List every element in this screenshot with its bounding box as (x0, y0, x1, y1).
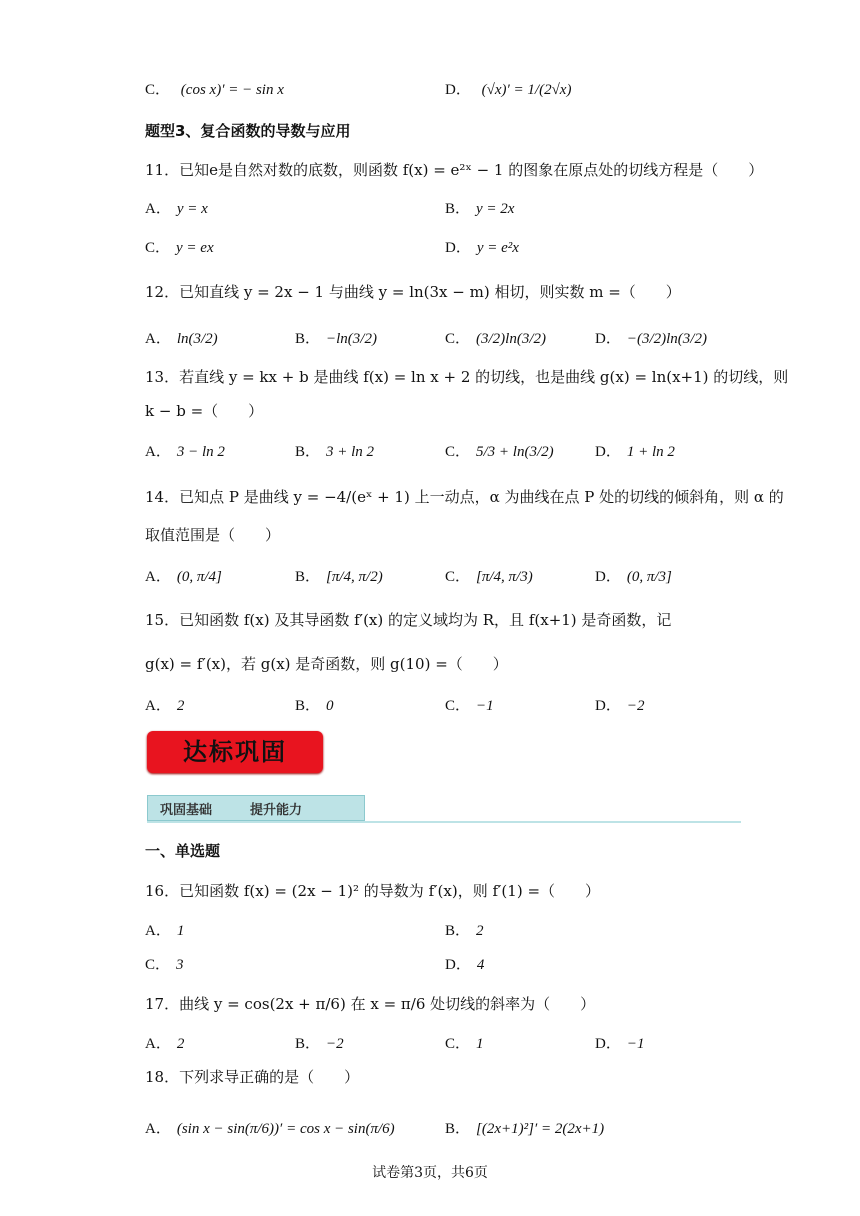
q17-option-c[interactable] (445, 1032, 484, 1053)
question-13-stem: 13．若直线 y = kx + b 是曲线 f(x) = ln x + 2 的切线，也是曲线 g(x) = ln(x+1) 的切线，则 (145, 368, 789, 386)
option-text: −(3/2)ln(3/2) (626, 331, 707, 347)
option-label: B． (295, 569, 321, 585)
q12-option-c[interactable] (445, 327, 546, 348)
level-tabbar (147, 795, 365, 821)
option-label: C． (445, 698, 471, 714)
option-text: [(2x+1)²]′ = 2(2x+1) (476, 1121, 605, 1137)
banner-title: 达标巩固 (183, 738, 287, 766)
option-text: 5/3 + ln(3/2) (476, 444, 554, 460)
option-text: (sin x − sin(π/6))′ = cos x − sin(π/6) (176, 1121, 395, 1137)
option-text: (3/2)ln(3/2) (476, 331, 546, 347)
q14-option-a[interactable] (145, 565, 222, 586)
q11-option-d[interactable] (445, 236, 519, 257)
q13-option-a[interactable] (145, 440, 225, 461)
option-text: 1 (476, 1036, 484, 1052)
question-16-stem: 16．已知函数 f(x) = (2x − 1)² 的导数为 f′(x)，则 f′(1) =（ ） (145, 882, 601, 900)
q15-option-c[interactable] (445, 694, 494, 715)
option-label: C． (445, 569, 471, 585)
q15-option-b[interactable] (295, 694, 334, 715)
option-label: D． (595, 1036, 621, 1052)
q11-option-c[interactable] (145, 236, 214, 257)
option-text: (cos x)′ = − sin x (180, 82, 284, 98)
q16-option-a[interactable] (145, 919, 184, 940)
option-label: C． (445, 331, 471, 347)
option-text: y = x (176, 201, 208, 217)
tab-advanced[interactable]: 提升能力 (250, 803, 303, 818)
option-label: B． (445, 1121, 471, 1137)
option-label: B． (445, 201, 471, 217)
option-text: [π/4, π/2) (326, 569, 383, 585)
option-label: D． (595, 698, 621, 714)
section-title: 题型3、复合函数的导数与应用 (145, 122, 351, 140)
option-label: B． (295, 698, 321, 714)
q11-option-a[interactable] (145, 197, 208, 218)
option-text: 4 (476, 957, 485, 973)
q13-option-c[interactable] (445, 440, 554, 461)
question-11-stem: 11．已知e是自然对数的底数，则函数 f(x) = e²ˣ − 1 的图象在原点处的切线方程是（ ） (145, 161, 764, 179)
option-text: [π/4, π/3) (476, 569, 533, 585)
option-text: 3 (176, 957, 184, 973)
q16-option-d[interactable] (445, 953, 484, 974)
q17-option-b[interactable] (295, 1032, 344, 1053)
option-label: A． (145, 923, 171, 939)
q17-option-a[interactable] (145, 1032, 184, 1053)
q14-option-c[interactable] (445, 565, 533, 586)
option-label: D． (445, 82, 471, 98)
option-text: 0 (326, 698, 334, 714)
question-14-stem: 14．已知点 P 是曲线 y = −4/(eˣ + 1) 上一动点，α 为曲线在点 P 处的切线的倾斜角，则 α 的 (145, 488, 784, 506)
option-label: D． (595, 444, 621, 460)
option-text: −2 (326, 1036, 344, 1052)
q12-option-a[interactable] (145, 327, 218, 348)
q12-option-b[interactable] (295, 327, 377, 348)
option-label: B． (295, 1036, 321, 1052)
option-text: 2 (176, 698, 185, 714)
option-text: y = 2x (476, 201, 515, 217)
question-14-stem-cont: 取值范围是（ ） (145, 526, 281, 544)
q18-option-a[interactable] (145, 1117, 395, 1138)
tab-basic[interactable]: 巩固基础 (160, 803, 213, 818)
option-label: C． (445, 444, 471, 460)
q12-option-d[interactable] (595, 327, 707, 348)
q15-option-a[interactable] (145, 694, 184, 715)
option-d (445, 78, 571, 99)
consolidation-banner (147, 731, 323, 773)
question-15-stem-cont: g(x) = f′(x)，若 g(x) 是奇函数，则 g(10) =（ ） (145, 655, 508, 673)
option-label: A． (145, 331, 171, 347)
option-text: 2 (476, 923, 484, 939)
q13-option-b[interactable] (295, 440, 374, 461)
option-label: A． (145, 698, 171, 714)
option-label: C． (145, 240, 171, 256)
q11-option-b[interactable] (445, 197, 514, 218)
option-text: −2 (626, 698, 645, 714)
option-text: 2 (176, 1036, 185, 1052)
question-17-stem: 17．曲线 y = cos(2x + π/6) 在 x = π/6 处切线的斜率为（ ） (145, 995, 596, 1013)
option-text: 1 (176, 923, 185, 939)
option-text: 3 − ln 2 (176, 444, 225, 460)
option-label: D． (595, 331, 621, 347)
option-text: y = ex (176, 240, 214, 256)
divider (147, 821, 741, 823)
q16-option-b[interactable] (445, 919, 484, 940)
option-c (145, 78, 284, 99)
option-text: 3 + ln 2 (326, 444, 375, 460)
q15-option-d[interactable] (595, 694, 644, 715)
q17-option-d[interactable] (595, 1032, 644, 1053)
option-label: A． (145, 1036, 171, 1052)
section-single-choice: 一、单选题 (145, 842, 221, 860)
q14-option-d[interactable] (595, 565, 672, 586)
question-18-stem: 18．下列求导正确的是（ ） (145, 1068, 360, 1086)
option-label: A． (145, 1121, 171, 1137)
q14-option-b[interactable] (295, 565, 383, 586)
question-12-stem: 12．已知直线 y = 2x − 1 与曲线 y = ln(3x − m) 相切，则实数 m =（ ） (145, 283, 681, 301)
option-label: C． (145, 957, 171, 973)
option-label: B． (445, 923, 471, 939)
q16-option-c[interactable] (145, 953, 184, 974)
question-15-stem: 15．已知函数 f(x) 及其导函数 f′(x) 的定义域均为 R，且 f(x+1) 是奇函数，记 (145, 611, 672, 629)
q13-option-d[interactable] (595, 440, 675, 461)
option-label: A． (145, 444, 171, 460)
option-text: −1 (626, 1036, 645, 1052)
option-label: C． (445, 1036, 471, 1052)
option-label: A． (145, 201, 171, 217)
option-text: (0, π/3] (626, 569, 672, 585)
option-text: (√x)′ = 1/(2√x) (481, 82, 572, 98)
option-label: D． (445, 957, 471, 973)
option-label: B． (295, 331, 321, 347)
question-13-stem-cont: k − b =（ ） (145, 402, 264, 420)
option-label: D． (595, 569, 621, 585)
option-label: D． (445, 240, 471, 256)
page-footer: 试卷第3页，共6页 (372, 1165, 488, 1181)
option-label: C． (145, 82, 171, 98)
option-text: (0, π/4] (176, 569, 222, 585)
option-label: B． (295, 444, 321, 460)
option-label: A． (145, 569, 171, 585)
option-text: ln(3/2) (176, 331, 218, 347)
option-text: −1 (476, 698, 494, 714)
option-text: 1 + ln 2 (626, 444, 675, 460)
q18-option-b[interactable] (445, 1117, 604, 1138)
option-text: y = e²x (476, 240, 519, 256)
option-text: −ln(3/2) (326, 331, 377, 347)
